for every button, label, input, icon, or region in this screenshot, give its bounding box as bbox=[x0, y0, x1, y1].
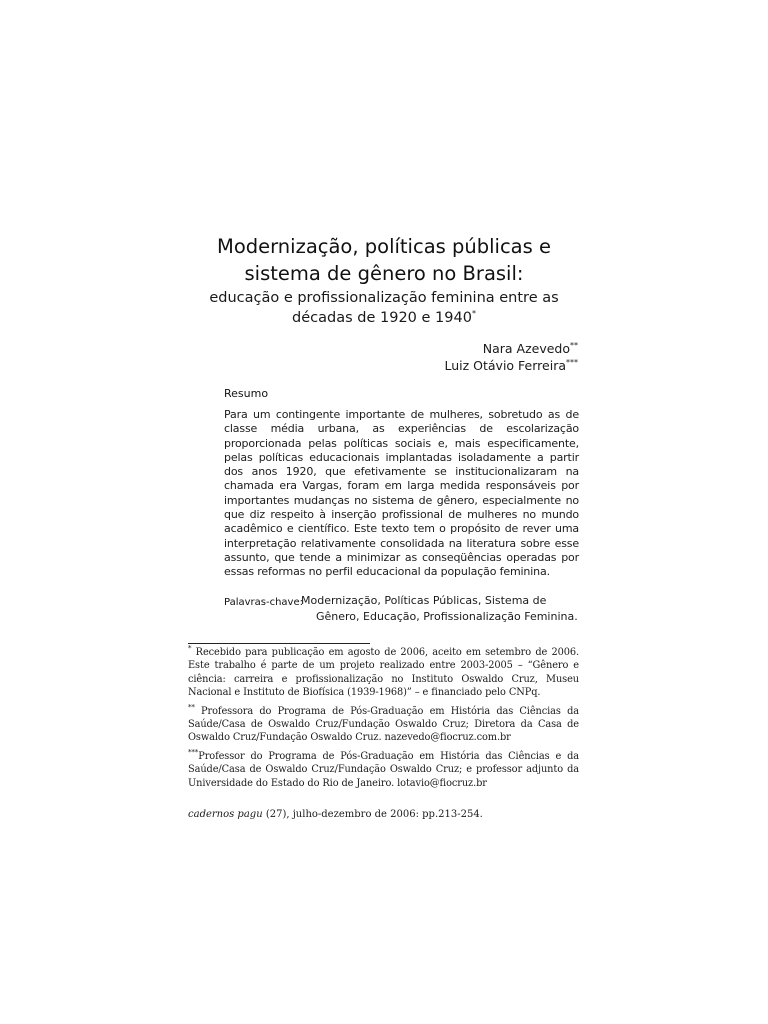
title-line-2: sistema de gênero no Brasil: bbox=[244, 262, 524, 285]
footnote-1-mark: * bbox=[188, 644, 192, 653]
subtitle-line-1: educação e profissionalização feminina entre as bbox=[209, 290, 559, 306]
footnote-3-mark: *** bbox=[188, 748, 199, 757]
journal-citation bbox=[188, 809, 483, 820]
keywords-label: Palavras-chave: bbox=[224, 597, 303, 608]
footnote-1-text: Recebido para publicação em agosto de 2006, aceito em setembro de 2006. Este trabalho é parte de um projeto realizado entre 2003-2005 – “Gênero e ciência: carreira e profissionalização no Instituto Oswaldo Cruz, Museu Nacional e Instituto de Biofísica (1939-1968)” – e financiado pelo CNPq. bbox=[188, 647, 579, 699]
author-1-mark: ** bbox=[570, 340, 578, 350]
author-2 bbox=[444, 357, 578, 374]
author-2-name: Luiz Otávio Ferreira bbox=[444, 358, 566, 373]
abstract-text: Para um contingente importante de mulheres, sobretudo as de classe média urbana, as experiências de escolarização proporcionada pelas políticas sociais e, mais especificamente, pelas políticas educacionais implantadas isoladamente a partir dos anos 1920, que efetivamente se institucionalizaram na chamada era Vargas, foram em larga medida responsáveis por importantes mudanças no sistema de gênero, especialmente no que diz respeito à inserção profissional de mulheres no mundo acadêmico e científico. Este texto tem o propósito de rever uma interpretação relativamente consolidada na literatura sobre esse assunto, que tende a minimizar as conseqüências operadas por essas reformas no perfil educacional da população feminina. bbox=[224, 408, 579, 579]
subtitle-line-2-text: décadas de 1920 e 1940 bbox=[292, 310, 472, 326]
author-2-mark: *** bbox=[566, 357, 578, 367]
keywords-line-1: Modernização, Políticas Públicas, Sistema de bbox=[301, 594, 547, 607]
footnote-divider bbox=[188, 643, 370, 644]
article-title bbox=[188, 233, 580, 287]
footnote-2-mark: ** bbox=[188, 703, 195, 712]
footnote-3-text: Professor do Programa de Pós-Graduação em História das Ciências e da Saúde/Casa de Oswaldo Cruz/Fundação Oswaldo Cruz; e professor adjunto da Universidade do Estado do Rio de Janeiro. lotavio@fiocruz.br bbox=[188, 750, 579, 789]
footnotes bbox=[188, 646, 579, 795]
keywords-text bbox=[301, 593, 578, 625]
author-1 bbox=[444, 340, 578, 357]
abstract-heading: Resumo bbox=[224, 387, 269, 400]
author-list bbox=[444, 340, 578, 374]
footnote-2-text: Professora do Programa de Pós-Graduação em História das Ciências da Saúde/Casa de Oswaldo Cruz/Fundação Oswaldo Cruz; Diretora da Casa de Oswaldo Cruz/Fundação Oswaldo Cruz. nazevedo@fiocruz.com.br bbox=[188, 705, 579, 744]
footnote-3 bbox=[188, 750, 579, 790]
keywords-line-2: Gênero, Educação, Profissionalização Feminina. bbox=[316, 610, 578, 623]
subtitle-line-2 bbox=[188, 308, 580, 328]
footnote-2 bbox=[188, 705, 579, 745]
title-line-1: Modernização, políticas públicas e bbox=[217, 235, 551, 258]
article-subtitle bbox=[188, 288, 580, 328]
citation-details: (27), julho-dezembro de 2006: pp.213-254. bbox=[262, 809, 483, 820]
subtitle-footnote-mark: * bbox=[471, 309, 476, 319]
author-1-name: Nara Azevedo bbox=[482, 341, 570, 356]
footnote-1 bbox=[188, 646, 579, 700]
journal-name: cadernos pagu bbox=[188, 809, 263, 820]
